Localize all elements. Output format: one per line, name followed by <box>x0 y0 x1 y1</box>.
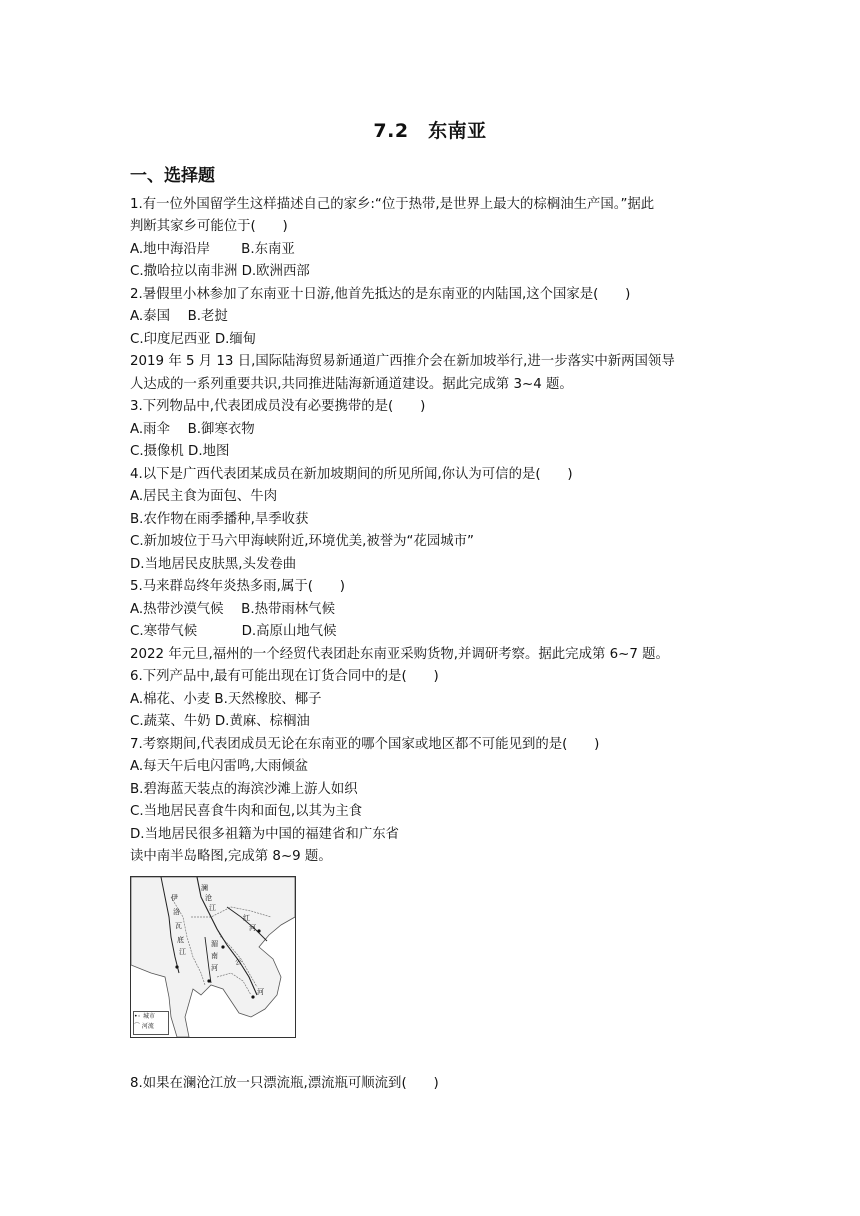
map-label: 湄 <box>211 940 218 948</box>
map-label: 沧 <box>205 894 212 902</box>
text-line: A.居民主食为面包、牛肉 <box>130 489 278 504</box>
map-label: 河 <box>211 964 218 972</box>
text-line: C.寒带气候 D.高原山地气候 <box>130 624 337 639</box>
text-line: C.摄像机 D.地图 <box>130 444 230 459</box>
text-line: 3.下列物品中,代表团成员没有必要携带的是( ) <box>130 399 426 414</box>
map-label: 河 <box>249 924 256 932</box>
text-line: 4.以下是广西代表团某成员在新加坡期间的所见所闻,你认为可信的是( ) <box>130 467 573 482</box>
text-line: 7.考察期间,代表团成员无论在东南亚的哪个国家或地区都不可能见到的是( ) <box>130 737 600 752</box>
text-line: 读中南半岛略图,完成第 8~9 题。 <box>130 849 332 864</box>
text-line: A.每天午后电闪雷鸣,大雨倾盆 <box>130 759 309 774</box>
text-line: A.棉花、小麦 B.天然橡胶、椰子 <box>130 692 322 707</box>
text-line: 5.马来群岛终年炎热多雨,属于( ) <box>130 579 345 594</box>
legend-river-label: 河流 <box>141 1023 154 1030</box>
map-label: 南 <box>211 952 218 960</box>
legend-city: •◦ 城市 <box>134 1013 156 1020</box>
map-legend <box>133 1011 169 1035</box>
legend-river: ⌒ 河流 <box>134 1023 154 1030</box>
text-line: 2019 年 5 月 13 日,国际陆海贸易新通道广西推介会在新加坡举行,进一步落实中新两国领导 <box>130 354 675 369</box>
indochina-map <box>130 876 296 1038</box>
map-label: 伊 <box>171 894 178 902</box>
text-line: D.当地居民很多祖籍为中国的福建省和广东省 <box>130 827 399 842</box>
map-label: 底 <box>177 936 184 944</box>
text-line: 判断其家乡可能位于( ) <box>130 219 288 234</box>
text-line: A.泰国 B.老挝 <box>130 309 228 324</box>
legend-city-label: 城市 <box>143 1013 156 1020</box>
text-line: 人达成的一系列重要共识,共同推进陆海新通道建设。据此完成第 3~4 题。 <box>130 377 573 392</box>
map-label: 洛 <box>173 908 180 916</box>
text-line: 2022 年元旦,福州的一个经贸代表团赴东南亚采购货物,并调研考察。据此完成第 6~7 题。 <box>130 647 669 662</box>
map-label: 江 <box>209 904 216 912</box>
map-label: 江 <box>179 948 186 956</box>
question-8: 8.如果在澜沧江放一只漂流瓶,漂流瓶可顺流到( ) <box>130 1076 439 1091</box>
text-line: B.碧海蓝天装点的海滨沙滩上游人如织 <box>130 782 358 797</box>
text-line: 2.暑假里小林参加了东南亚十日游,他首先抵达的是东南亚的内陆国,这个国家是( ) <box>130 287 631 302</box>
text-line: C.当地居民喜食牛肉和面包,以其为主食 <box>130 804 363 819</box>
text-line: C.蔬菜、牛奶 D.黄麻、棕榈油 <box>130 714 310 729</box>
text-line: C.撒哈拉以南非洲 D.欧洲西部 <box>130 264 310 279</box>
page-title: 7.2 东南亚 <box>373 120 487 142</box>
map-label: 瓦 <box>175 922 182 930</box>
map-label: 澜 <box>201 884 208 892</box>
text-line: C.新加坡位于马六甲海峡附近,环境优美,被誉为“花园城市” <box>130 534 474 549</box>
map-label: 公 <box>235 958 242 966</box>
map-label: 河 <box>257 988 264 996</box>
text-line: 1.有一位外国留学生这样描述自己的家乡:“位于热带,是世界上最大的棕榈油生产国。”据此 <box>130 197 655 212</box>
text-line: D.当地居民皮肤黑,头发卷曲 <box>130 557 297 572</box>
text-line: C.印度尼西亚 D.缅甸 <box>130 332 257 347</box>
map-label: 红 <box>243 914 250 922</box>
text-line: A.雨伞 B.御寒衣物 <box>130 422 255 437</box>
text-line: A.热带沙漠气候 B.热带雨林气候 <box>130 602 335 617</box>
text-line: B.农作物在雨季播种,旱季收获 <box>130 512 309 527</box>
text-line: 6.下列产品中,最有可能出现在订货合同中的是( ) <box>130 669 439 684</box>
text-line: A.地中海沿岸 B.东南亚 <box>130 242 295 257</box>
section-heading: 一、选择题 <box>130 166 215 186</box>
